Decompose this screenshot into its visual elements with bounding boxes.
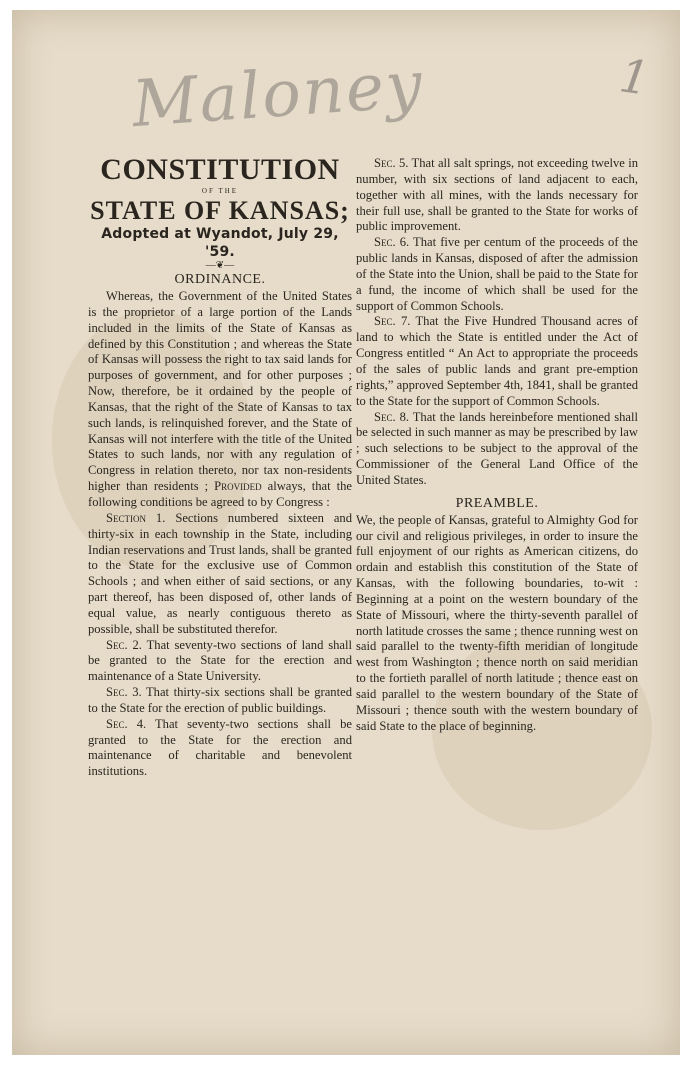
section-label: Sec. 7. xyxy=(374,314,411,329)
section-text: That all salt springs, not exceeding twelve in number, with six sections of land adjacent to each, together with all mines, with the lands necessary for their full use, shall be granted to the State for works of public improvement. xyxy=(356,156,639,234)
preamble-paragraph: We, the people of Kansas, grateful to Almighty God for our civil and religious privileges, in order to insure the full enjoyment of our rights as American citizens, do ordain and establish this constitution of the State of Kansas, with the following boundaries, to-wit : Beginning at a point on the western boundary of the State of Missouri, where the thirty-seventh parallel of north latitude crosses the same ; thence running west on said parallel to the twenty-fifth meridian of longitude west from Washington ; thence north on said meridian to the fortieth parallel of north latitude ; thence east on said parallel to the western boundary of the State of Missouri ; thence south with the western boundary of said State to the place of beginning. xyxy=(356,512,638,733)
section-paragraph xyxy=(88,717,352,780)
ornament-divider: —❦— xyxy=(205,260,235,271)
provided-text: always, that the following conditions be agreed to by Congress : xyxy=(88,479,352,509)
section-text: Sections numbered sixteen and thirty-six in each township in the State, including Indian reservations and Trust lands, shall be granted to the State for the exclusive use of Common Schools ; and when either of said sections, or any part thereof, has been disposed of, other lands of equal value, as nearly contiguous thereto as possible, shall be substituted therefor. xyxy=(88,510,353,636)
section-label: Sec. 6. xyxy=(374,235,410,250)
section-paragraph xyxy=(88,638,352,686)
section-label: Sec. 8. xyxy=(374,409,410,424)
section-paragraph xyxy=(356,314,638,409)
section-label: Sec. 3. xyxy=(106,685,142,700)
section-paragraph xyxy=(356,235,638,314)
section-paragraph xyxy=(356,410,638,489)
right-column xyxy=(356,156,638,735)
section-text: That seventy-two sections shall be granted to the State for the erection and maintenance of charitable and benevolent institutions. xyxy=(88,716,352,779)
ordinance-paragraph xyxy=(88,289,352,511)
handwritten-page-number: 1 xyxy=(616,48,653,106)
section-label: Section 1. xyxy=(106,510,166,525)
handwritten-signature: Maloney xyxy=(129,47,427,143)
title-of-the: OF THE xyxy=(201,187,239,195)
section-text: That thirty-six sections shall be granted to the State for the erection of public buildings. xyxy=(88,685,352,715)
section-text: That the Five Hundred Thousand acres of land to which the State is entitled under the Act of Congress entitled “ An Act to appropriate the proceeds of the sales of public lands and grant pre-emption rights,” approved September 4th, 1841, shall be granted to the State for the support of Common Schools. xyxy=(356,314,638,408)
section-text: That five per centum of the proceeds of the public lands in Kansas, disposed of after the admission of the State into the Union, shall be paid to the State for a fund, the income of which shall be used for the support of Common Schools. xyxy=(356,235,639,313)
provided-label: Provided xyxy=(214,479,262,494)
section-label: Sec. 5. xyxy=(374,156,409,170)
section-paragraph xyxy=(356,156,638,235)
document-title: CONSTITUTION xyxy=(100,153,340,186)
section-paragraph xyxy=(88,685,352,717)
section-paragraph xyxy=(88,511,352,638)
preamble-heading: PREAMBLE. xyxy=(455,495,539,511)
section-label: Sec. 4. xyxy=(106,716,147,731)
adopted-line: Adopted at Wyandot, July 29, '59. xyxy=(101,226,339,260)
whereas-text: Whereas, the Government of the United States is the proprietor of a large portion of the Lands included in the limits of the State of Kansas as defined by this Constitution ; and whereas the State of Kansas will possess the right to tax said lands for purposes of government, and for other purposes ; Now, therefore, be it ordained by the people of Kansas, that the right of the State of Kansas to tax such lands, is relinquished forever, and the State of Kansas will not interfere with the title of the United States to such lands, nor with any regulation of Congress in relation thereto, nor tax non-residents higher than residents ; xyxy=(88,289,352,494)
section-text: That seventy-two sections of land shall be granted to the State for the erection and maintenance of a State University. xyxy=(88,637,352,684)
state-title: STATE OF KANSAS; xyxy=(90,196,350,225)
section-label: Sec. 2. xyxy=(106,637,142,652)
ordinance-heading: ORDINANCE. xyxy=(174,272,266,287)
section-text: That the lands hereinbefore mentioned shall be selected in such manner as may be prescribed by law ; such selections to be subject to the approval of the Commissioner of the General Land Office of the United States. xyxy=(356,409,638,487)
document-page xyxy=(12,10,680,1055)
left-column xyxy=(88,153,353,780)
